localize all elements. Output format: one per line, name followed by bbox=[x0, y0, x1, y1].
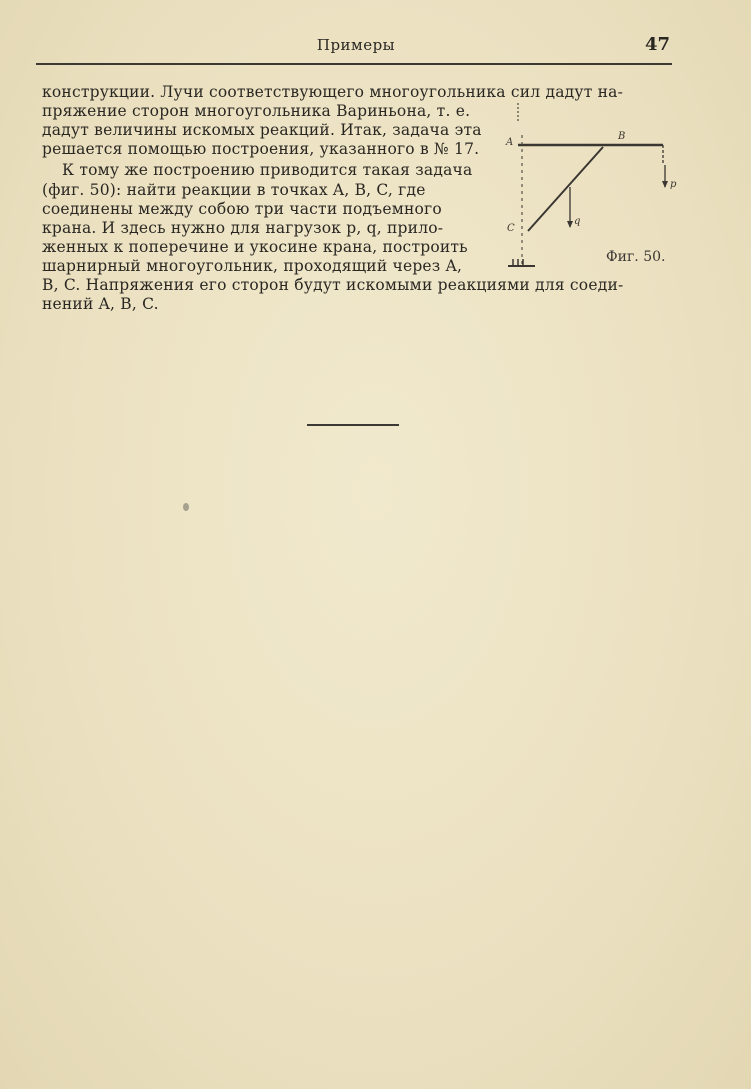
running-title: Примеры bbox=[316, 36, 396, 54]
text-line-4: решается помощью построения, указанного в № 17. bbox=[42, 140, 480, 158]
text-line-6: (фиг. 50): найти реакции в точках A, B, C, где bbox=[42, 181, 426, 199]
crane-diagram-svg bbox=[503, 95, 678, 275]
label-p: p bbox=[670, 179, 677, 190]
text-line-12: нений A, B, C. bbox=[42, 295, 159, 313]
text-line-9: женных к поперечине и укосине крана, построить bbox=[42, 238, 468, 256]
label-q: q bbox=[574, 216, 581, 227]
figure-50-crane-diagram bbox=[503, 95, 678, 275]
text-line-3: дадут величины искомых реакций. Итак, задача эта bbox=[42, 121, 482, 139]
header-rule bbox=[36, 63, 672, 65]
text-line-2: пряжение сторон многоугольника Вариньона, т. е. bbox=[42, 102, 471, 120]
text-line-1: конструкции. Лучи соответствующего многоугольника сил дадут на- bbox=[42, 83, 624, 101]
label-b: B bbox=[618, 131, 626, 142]
running-head bbox=[40, 34, 672, 58]
text-line-8: крана. И здесь нужно для нагрузок p, q, прило- bbox=[42, 219, 444, 237]
text-line-7: соединены между собою три части подъемного bbox=[42, 200, 442, 218]
figure-caption: Фиг. 50. bbox=[606, 249, 666, 265]
label-c: C bbox=[507, 223, 515, 234]
ink-blot bbox=[183, 503, 189, 511]
text-line-5: К тому же построению приводится такая задача bbox=[62, 161, 473, 179]
text-line-11: B, C. Напряжения его сторон будут искомыми реакциями для соеди- bbox=[42, 276, 624, 294]
section-end-rule bbox=[307, 424, 399, 426]
label-a: A bbox=[506, 137, 514, 148]
text-line-10: шарнирный многоугольник, проходящий через A, bbox=[42, 257, 463, 275]
page-number: 47 bbox=[644, 34, 670, 55]
